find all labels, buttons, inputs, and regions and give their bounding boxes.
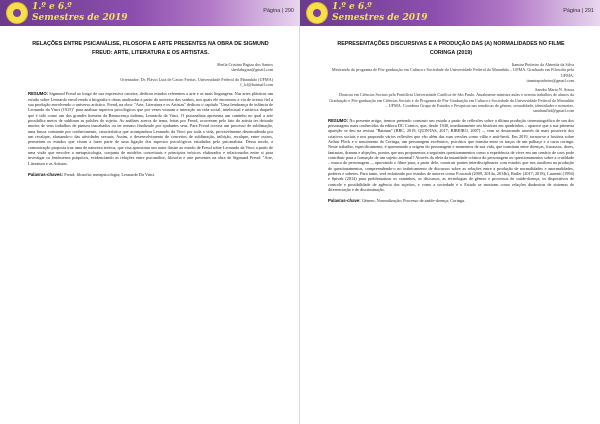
article-title: REPRESENTAÇÕES DISCURSIVAS E A PRODUÇÃO DAS (A) NORMALIDADES NO FILME CORINGA (2019) — [337, 41, 565, 56]
abstract — [28, 91, 273, 166]
article-content — [328, 40, 574, 204]
event-banner — [0, 0, 300, 26]
abstract-label: RESUMO: — [28, 91, 49, 97]
author-1-email: itamirapinheiro@gmail.com — [526, 77, 574, 83]
author-1-description: Mestrando do programa de Pós-graduação em Cultura e Sociedade da Universidade Federal do Maranhão – UFMA. Graduado em Filosofia pela UFMA. — [331, 67, 574, 78]
keywords — [28, 172, 273, 177]
advisor-name: Orientador: Dr. Flávio Luiz de Castro Freitas. Universidade Federal do Maranhão (UFMA) — [120, 76, 273, 82]
author-email: sheilabrgiza@gmail.com — [231, 67, 273, 73]
abstract-text: No presente artigo, iremos pretendo construir um estudo a partir de reflexões sobre a última produção cinematográfica de um dos personagens mais conhecidos da editora DC Comics, que, desde 1940, imediatamente em histórias em quadrinhos – aparece que a sua primeira aparição se deu na revista "Batman" (BBC, 2019; QUINTAS, 2017; RIBEIRO, 2007) –, vem se destacando através da mais possíveis dos criativos sociais e nos propondo vários reflexões que vão além das suas versões como vilão e anti-herói. Em 2019, tornou-se a história sobre Arthur Fleck e o nascimento do Coringa, um personagem excêntrico, psicótico que transita entre os traços de um palhaço e a carta coringa. Neste trabalho, especificamente, é apresentado a origem do personagem e momentos de sua vida, que transitam entre doenças, fracassos, dores, fantasias, dramas e abjeções, pontos que nos propusemos a seguintes questionamentos como a experiência de viver em um cenário de caos pode contribuir para a formação de um sujeito anormal? Através da ideia da insanidade crônica do personagem ou questionamentos sobre a crueldade – marca do personagem –, aprovando o filme para, a partir dele, construir pontes interdisciplinares com estudos que nos auxiliem na produção de questionamentos, compreendendo-o no imbricamento de discursos sobre as relações entre a produção de normalidades e anormalidades, poderes e saberes. Para tanto, será enfatizado por estudos de autores como Foucault (2009, 2014a, 2014b), Butler (2017; 2018), Laurenti (1994) e Spivak (2014) para problematizar os caminhos, os discursos, as tecnologias de gênero e processos de saúde-doença, os dispositivos de controle e possibilidade de agência dos sujeitos, e como a sociedade e o Estado se mostram como relações dinâmicas de sistemas de diferenciação e de discriminação. — [328, 117, 575, 193]
page-number: Página | 291 — [563, 8, 594, 14]
author-1-name: Itamira Pinheiro da Almeida da Silva — [511, 62, 574, 67]
author-block — [28, 62, 273, 87]
article-title: RELAÇÕES ENTRE PSICANÁLISE, FILOSOFIA E ARTE PRESENTES NA OBRA DE SIGMUND FREUD: ARTE, LITERATURA E OS ARTISTAS. — [32, 41, 269, 56]
keywords-label: Palavras-chave: — [328, 198, 361, 204]
keywords-label: Palavras-chaves: — [28, 172, 64, 177]
event-line-1: 1.º e 6.º — [332, 2, 372, 12]
author-2-description: Doutora em Ciências Sociais pela Pontifícia Universidade Católica de São Paulo. Atualmente ministra aulas e orienta trabalhos de alunos da Graduação e Pós-graduação em Ciências Sociais e do Programa de Pós-Graduação em Cultura e Sociedade da Universidade Federal do Maranhão – UFMA. Coordena Grupo de Estudos e Pesquisas nas temáticas de gênero, sexualidade, identidades e minorias. — [329, 92, 574, 109]
event-banner — [300, 0, 600, 26]
event-name — [32, 2, 128, 24]
right-page — [300, 0, 600, 424]
event-line-1: 1.º e 6.º — [32, 2, 72, 12]
author-2-name: Sandra Maria N. Sousa — [535, 87, 574, 93]
author-block — [328, 62, 574, 114]
article-content — [28, 40, 273, 177]
event-line-2: Semestres de 2019 — [332, 13, 428, 23]
event-line-2: Semestres de 2019 — [32, 13, 128, 23]
event-logo-icon — [306, 2, 328, 24]
abstract — [328, 118, 574, 193]
keywords-text: Gênero; Normalização; Processo de saúde-doença; Coringa. — [361, 198, 466, 204]
author-name: Sheila Cristina Brgiza dos Santos — [217, 62, 273, 67]
abstract-label: RESUMO: — [328, 117, 349, 123]
abstract-text: Sigmund Freud ao longo de sua expressiva carreira, dedicou estudos referentes a arte e as mais linguagens. Nas artes plásticas um estudo sobre Leonardo envolvendo a biografia e obras analisadas a partir do universo dos sonhos, nos quais ele encontrou a via de acesso fiel a sua produção envolvendo o universo artístico. Freud, na obra: "Arte, Literatura e os Artistas" dedicou o capítulo "Uma lembrança de infância de Leonardo da Vinci (1915)" para analisar aspectos psicológicos que por vezes vitaram a interação na vida social, intelectual e artística daquele que é tido como um dos grandes homens da Renascença italiana, Leonardo da Vinci. O psicanalista apresenta um caminho no qual a arte possibilita meios de sublimar as pulsões do sujeito. As análises acerca do tema, feitas por Freud, ocorreram pelo fato do artista ter deixado muitos de seus trabalhos de pintura inacabados ou ter mesmo finalizado por ajudantes seus. Para Freud ocorria um processo de sublimação, uma busca constante por conhecimento, característica que acompanhou Leonardo da Vinci por toda a vida, provavelmente desencadeada por um recalque, afastando-o das atividades sexuais. Assim, o desenvolvimento de conceitos de sublimação, inibição, recalque, entre outros, permeiam os estudos que visam a fazer parte de uma ligação dos aspectos psicológicos estudados pelo psicanalista. Dessa modo, a comunicação proposta traz uma de natureza teórica, que visa aproximar um autor ilustre ao estudo de Freud sobre Leonardo da Vinci a partir de uma visão que envolve a metapsicologia, conjunto de modelos conceituais e princípios teóricos elaborados e relacionados entre si para investigar os fenômenos psíquicos, evidenciando as relações entre psicanálise, filosofia e arte presentes na obra de Sigmund Freud: "Arte, Literatura e os Artistas. — [28, 91, 274, 166]
keywords-text: Freud; filosofia; metapsicologia; Leonardo Da Vinci. — [64, 172, 156, 177]
author-2-email: sandranflsd@gmail.com — [533, 108, 574, 114]
page-number: Página | 290 — [263, 8, 294, 14]
advisor-email: f_lcf@hotmail.com — [240, 81, 273, 87]
keywords — [328, 198, 574, 203]
event-logo-icon — [6, 2, 28, 24]
event-name — [332, 2, 428, 24]
